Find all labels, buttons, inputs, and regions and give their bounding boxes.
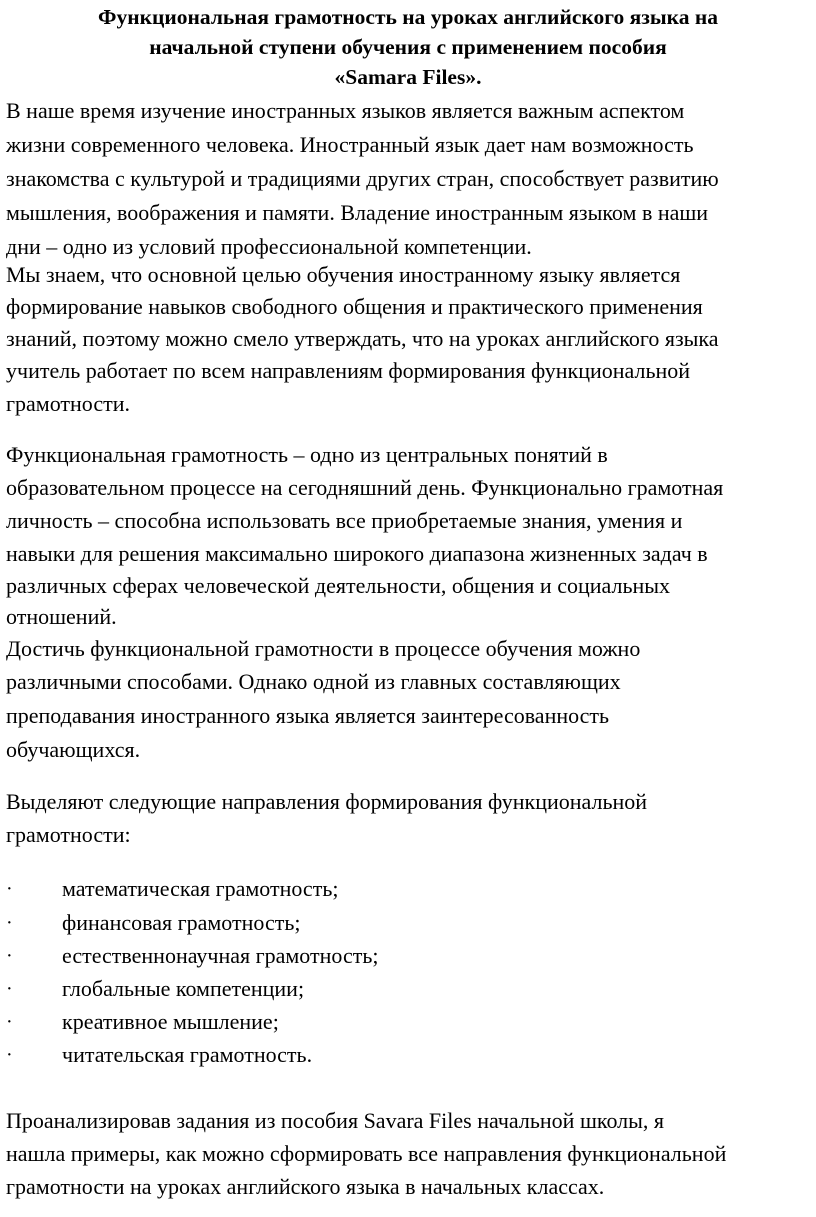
title-line: «Samara Files». xyxy=(334,65,482,89)
text-line: грамотности на уроках английского языка в начальных классах. xyxy=(6,1174,605,1199)
text-line: различными способами. Однако одной из главных составляющих xyxy=(6,669,621,694)
text-line: различных сферах человеческой деятельности, общения и социальных xyxy=(6,573,671,598)
list-item-text: естественнонаучная грамотность; xyxy=(62,943,379,968)
text-line: знакомства с культурой и традициями других стран, способствует развитию xyxy=(6,166,719,191)
list-item-text: математическая грамотность; xyxy=(62,876,339,901)
text-line: В наше время изучение иностранных языков является важным аспектом xyxy=(6,98,685,123)
text-line: Проанализировав задания из пособия Savara Files начальной школы, я xyxy=(6,1108,665,1133)
text-line: обучающихся. xyxy=(6,737,141,762)
text-line: личность – способна использовать все приобретаемые знания, умения и xyxy=(6,508,683,533)
bullet-dot: · xyxy=(6,1044,13,1066)
bullet-dot: · xyxy=(6,912,13,934)
text-line: грамотности: xyxy=(6,822,131,847)
document-title xyxy=(0,2,816,92)
text-line: Функциональная грамотность – одно из центральных понятий в xyxy=(6,442,608,467)
text-line: жизни современного человека. Иностранный язык дает нам возможность xyxy=(6,132,694,157)
text-line: учитель работает по всем направлениям формирования функциональной xyxy=(6,358,691,383)
text-line: мышления, воображения и памяти. Владение иностранным языком в наши xyxy=(6,200,709,225)
bullet-dot: · xyxy=(6,945,13,967)
list-item-text: финансовая грамотность; xyxy=(62,910,301,935)
bullet-dot: · xyxy=(6,978,13,1000)
text-line: Достичь функциональной грамотности в процессе обучения можно xyxy=(6,636,641,661)
text-line: отношений. xyxy=(6,604,117,629)
text-line: грамотности. xyxy=(6,391,131,416)
list-item-text: глобальные компетенции; xyxy=(62,976,305,1001)
text-line: навыки для решения максимально широкого диапазона жизненных задач в xyxy=(6,541,708,566)
list-item-text: читательская грамотность. xyxy=(62,1042,313,1067)
title-line: начальной ступени обучения с применением пособия xyxy=(149,35,667,59)
bullet-dot: · xyxy=(6,1011,13,1033)
text-line: Выделяют следующие направления формирования функциональной xyxy=(6,789,648,814)
title-line: Функциональная грамотность на уроках английского языка на xyxy=(98,5,718,29)
text-line: Мы знаем, что основной целью обучения иностранному языку является xyxy=(6,262,681,287)
text-line: дни – одно из условий профессиональной компетенции. xyxy=(6,234,532,259)
bullet-dot: · xyxy=(6,878,13,900)
text-line: преподавания иностранного языка является заинтересованность xyxy=(6,703,610,728)
text-line: знаний, поэтому можно смело утверждать, что на уроках английского языка xyxy=(6,326,719,351)
text-line: образовательном процессе на сегодняшний день. Функционально грамотная xyxy=(6,475,724,500)
text-line: формирование навыков свободного общения и практического применения xyxy=(6,294,703,319)
list-item-text: креативное мышление; xyxy=(62,1009,279,1034)
text-line: нашла примеры, как можно сформировать все направления функциональной xyxy=(6,1141,727,1166)
